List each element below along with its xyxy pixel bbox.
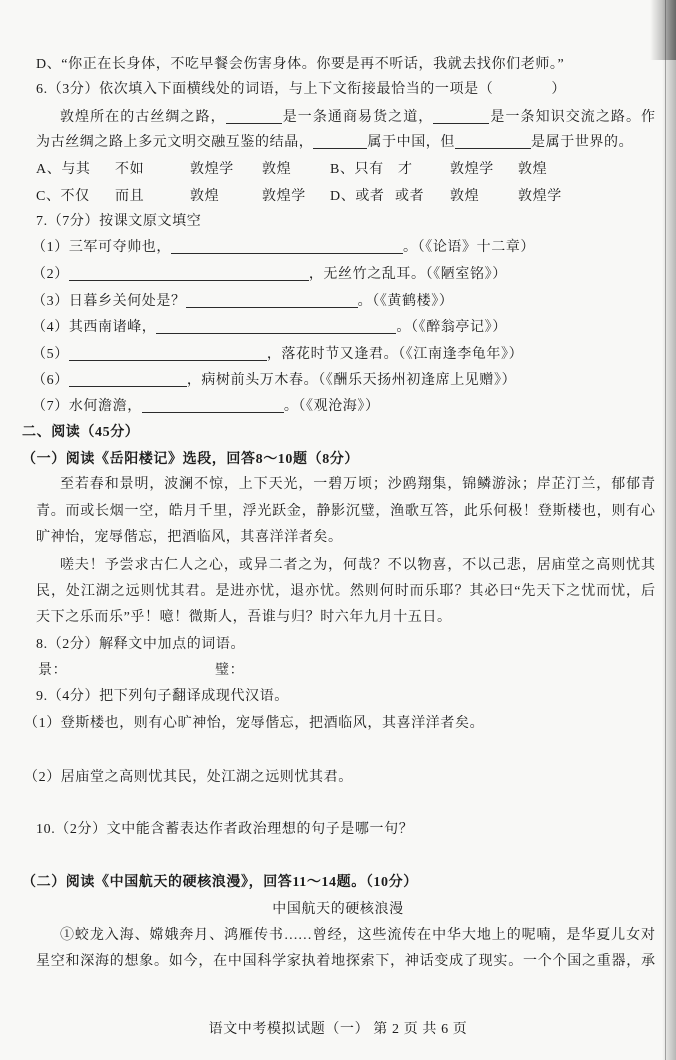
q6-passage-line-1 (60, 105, 655, 131)
item-number: （2） (32, 267, 69, 282)
option-label: D、 (330, 189, 356, 204)
option-word: 敦煌学 (190, 162, 234, 177)
passage-line: 天下之乐而乐”乎！噫！微斯人，吾谁与归？时六年九月十五日。 (36, 610, 452, 625)
passage-text: 敦煌所在的古丝绸之路， (60, 110, 226, 125)
q7-item-5 (32, 342, 523, 368)
fill-blank (433, 109, 489, 124)
q7-item-6 (32, 368, 516, 394)
item-text: ，落花时节又逢君。（《江南逢李龟年》） (266, 347, 524, 362)
q6-stem: 6.（3分）依次填入下面横线处的词语，与上下文衔接最恰当的一项是 (36, 82, 479, 97)
item-text: 。（《观沧海》） (283, 399, 380, 414)
part1-heading: （一）阅读《岳阳楼记》选段，回答8～10题（8分） (22, 452, 359, 467)
fill-blank (186, 293, 358, 308)
option-a (36, 157, 91, 183)
article-title: 中国航天的硬核浪漫 (272, 902, 404, 917)
option-word: 只有 (354, 162, 384, 177)
article-line: ①蛟龙入海、嫦娥奔月、鸿雁传书……曾经，这些流传在中华大地上的呢喃，是华夏儿女对 (60, 928, 655, 943)
option-d (330, 184, 385, 210)
scan-edge-line (665, 0, 666, 1060)
scan-corner-shadow (650, 0, 676, 60)
q9-item-2: （2）居庙堂之高则忧其民，处江湖之远则忧其君。 (24, 770, 353, 785)
fill-blank (142, 398, 284, 413)
article-line: 星空和深海的想象。如今，在中国科学家执着地探索下，神话变成了现实。一个个国之重器，承 (36, 954, 655, 969)
fill-blank (69, 372, 187, 387)
item-text: 其西南诸峰， (68, 320, 157, 335)
q7-item-7 (32, 394, 380, 420)
option-word: 而且 (115, 189, 145, 204)
q7-stem: 7.（7分）按课文原文填空 (36, 214, 202, 229)
q8-term: 璧： (215, 663, 245, 678)
q10-stem: 10.（2分）文中能含蓄表达作者政治理想的句子是哪一句？ (36, 822, 414, 837)
item-text: 。（《黄鹤楼》） (357, 294, 454, 309)
option-b (330, 157, 384, 183)
q6-options-row-1 (0, 157, 676, 183)
item-text: ，病树前头万木春。（《酬乐天扬州初逢席上见赠》） (186, 373, 517, 388)
option-word: 才 (398, 162, 413, 177)
q7-item-2 (32, 262, 507, 288)
passage-text: 是属于世界的。 (531, 135, 634, 150)
item-text: 水何澹澹， (68, 399, 142, 414)
item-number: （3） (32, 294, 69, 309)
item-text: ，无丝竹之乱耳。（《陋室铭》） (308, 267, 507, 282)
option-word: 或者 (355, 189, 385, 204)
option-label: B、 (330, 162, 355, 177)
option-word: 敦煌 (262, 162, 292, 177)
option-word: 敦煌 (450, 189, 480, 204)
q9-item-1: （1）登斯楼也，则有心旷神怡，宠辱偕忘，把酒临风，其喜洋洋者矣。 (24, 716, 485, 731)
page-footer: 语文中考模拟试题（一） 第 2 页 共 6 页 (208, 1022, 468, 1037)
option-label: A、 (36, 162, 62, 177)
passage-text: 为古丝绸之路上多元文明交融互鉴的结晶， (36, 135, 314, 150)
q7-item-4 (32, 315, 507, 341)
fill-blank (156, 319, 396, 334)
passage-text: 是一条知识交流之路。作 (489, 110, 655, 125)
option-word: 敦煌学 (262, 189, 306, 204)
fill-blank (69, 266, 309, 281)
option-word: 敦煌学 (518, 189, 562, 204)
passage-text: 属于中国，但 (367, 135, 456, 150)
item-text: 。（《醉翁亭记》） (396, 320, 507, 335)
q6-options-row-2 (0, 184, 676, 210)
fill-blank (171, 239, 403, 254)
option-word: 敦煌学 (450, 162, 494, 177)
item-text: 。（《论语》十二章） (403, 240, 536, 255)
fill-blank (69, 346, 267, 361)
fill-blank (455, 134, 531, 149)
section-heading-reading: 二、阅读（45分） (22, 425, 140, 440)
option-word: 敦煌 (190, 189, 220, 204)
item-number: （1） (32, 240, 69, 255)
answer-paren-close: ） (551, 82, 566, 97)
item-number: （4） (32, 320, 69, 335)
passage-line: 至若春和景明，波澜不惊，上下天光，一碧万顷；沙鸥翔集，锦鳞游泳；岸芷汀兰，郁郁青 (60, 477, 655, 492)
option-c (36, 184, 90, 210)
q7-item-3 (32, 289, 453, 315)
item-number: （7） (32, 399, 69, 414)
option-word: 敦煌 (518, 162, 548, 177)
q9-stem: 9.（4分）把下列句子翻译成现代汉语。 (36, 689, 289, 704)
q7-item-1 (32, 235, 535, 261)
item-number: （6） (32, 373, 69, 388)
passage-line: 旷神怡，宠辱偕忘，把酒临风，其喜洋洋者矣。 (36, 530, 343, 545)
item-text: 日暮乡关何处是？ (68, 294, 186, 309)
q6-stem-line (36, 77, 566, 103)
option-word: 不仅 (60, 189, 90, 204)
fill-blank (226, 109, 282, 124)
q8-term: 景： (38, 663, 68, 678)
option-word: 与其 (61, 162, 91, 177)
fill-blank (313, 134, 367, 149)
item-number: （5） (32, 347, 69, 362)
item-text: 三军可夺帅也， (68, 240, 172, 255)
q8-stem: 8.（2分）解释文中加点的词语。 (36, 637, 246, 652)
passage-text: 是一条通商易货之道， (281, 110, 434, 125)
passage-line: 民，处江湖之远则忧其君。是进亦忧，退亦忧。然则何时而乐耶？其必曰“先天下之忧而忧，后 (36, 584, 655, 599)
option-label: C、 (36, 189, 61, 204)
passage-line: 嗟夫！予尝求古仁人之心，或异二者之为，何哉？不以物喜，不以己悲，居庙堂之高则忧其 (60, 558, 655, 573)
answer-paren-open: （ (478, 82, 494, 97)
q8-terms (0, 658, 676, 684)
option-word: 不如 (115, 162, 145, 177)
q6-passage-line-2 (36, 130, 633, 156)
part2-heading: （二）阅读《中国航天的硬核浪漫》，回答11～14题。（10分） (22, 875, 418, 890)
option-word: 或者 (395, 189, 425, 204)
q5-option-d: D、“你正在长身体，不吃早餐会伤害身体。你要是再不听话，我就去找你们老师。” (36, 57, 565, 72)
passage-line: 青。而或长烟一空，皓月千里，浮光跃金，静影沉璧，渔歌互答，此乐何极！登斯楼也，则有心 (36, 504, 655, 519)
